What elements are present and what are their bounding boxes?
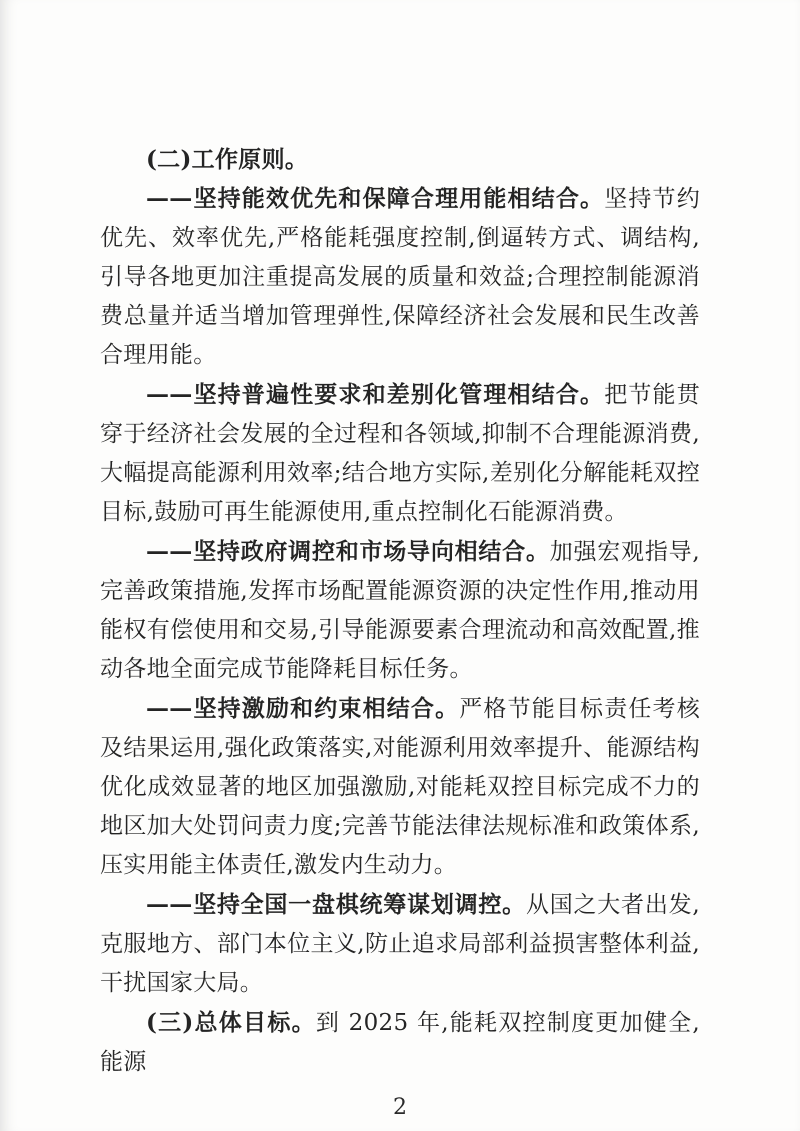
principle-paragraph	[100, 885, 700, 1003]
principle-lead-text: ——坚持全国一盘棋统筹谋划调控。	[146, 891, 526, 918]
page-number: 2	[393, 1095, 407, 1120]
section-heading: (二)工作原则。	[146, 146, 309, 173]
goal-body-text: 到 2025 年,能耗双控制度更加健全,能源	[100, 1010, 700, 1075]
principle-lead-text: ——坚持普遍性要求和差别化管理相结合。	[146, 381, 605, 408]
document-content	[100, 140, 700, 1082]
principle-paragraph	[100, 375, 700, 532]
principle-body-text: 加强宏观指导,完善政策措施,发挥市场配置能源资源的决定性作用,推动用能权有偿使用和交易,引导能源要素合理流动和高效配置,推动各地全面完成节能降耗目标任务。	[100, 539, 700, 682]
principle-body-text: 把节能贯穿于经济社会发展的全过程和各领域,抑制不合理能源消费,大幅提高能源利用效率;结合地方实际,差别化分解能耗双控目标,鼓励可再生能源使用,重点控制化石能源消费。	[100, 382, 701, 525]
principle-lead-text: ——坚持政府调控和市场导向相结合。	[146, 538, 550, 565]
principle-paragraph	[100, 532, 700, 689]
principle-body-text: 严格节能目标责任考核及结果运用,强化政策落实,对能源利用效率提升、能源结构优化成效显著的地区加强激励,对能耗双控目标完成不力的地区加大处罚问责力度;完善节能法律法规标准和政策体系,压实用能主体责任,激发内生动力。	[100, 696, 701, 878]
principle-lead-text: ——坚持激励和约束相结合。	[146, 695, 460, 722]
goal-lead-text: (三)总体目标。	[146, 1009, 316, 1036]
principle-lead-text: ——坚持能效优先和保障合理用能相结合。	[146, 185, 605, 212]
principle-paragraph	[100, 179, 700, 375]
principle-body-text: 坚持节约优先、效率优先,严格能耗强度控制,倒逼转方式、调结构,引导各地更加注重提高发展的质量和效益;合理控制能源消费总量并适当增加管理弹性,保障经济社会发展和民生改善合理用能。	[100, 186, 701, 368]
goal-paragraph	[100, 1003, 700, 1082]
principle-paragraph	[100, 689, 700, 885]
principle-body-text: 从国之大者出发,克服地方、部门本位主义,防止追求局部利益损害整体利益,干扰国家大局。	[100, 892, 700, 996]
